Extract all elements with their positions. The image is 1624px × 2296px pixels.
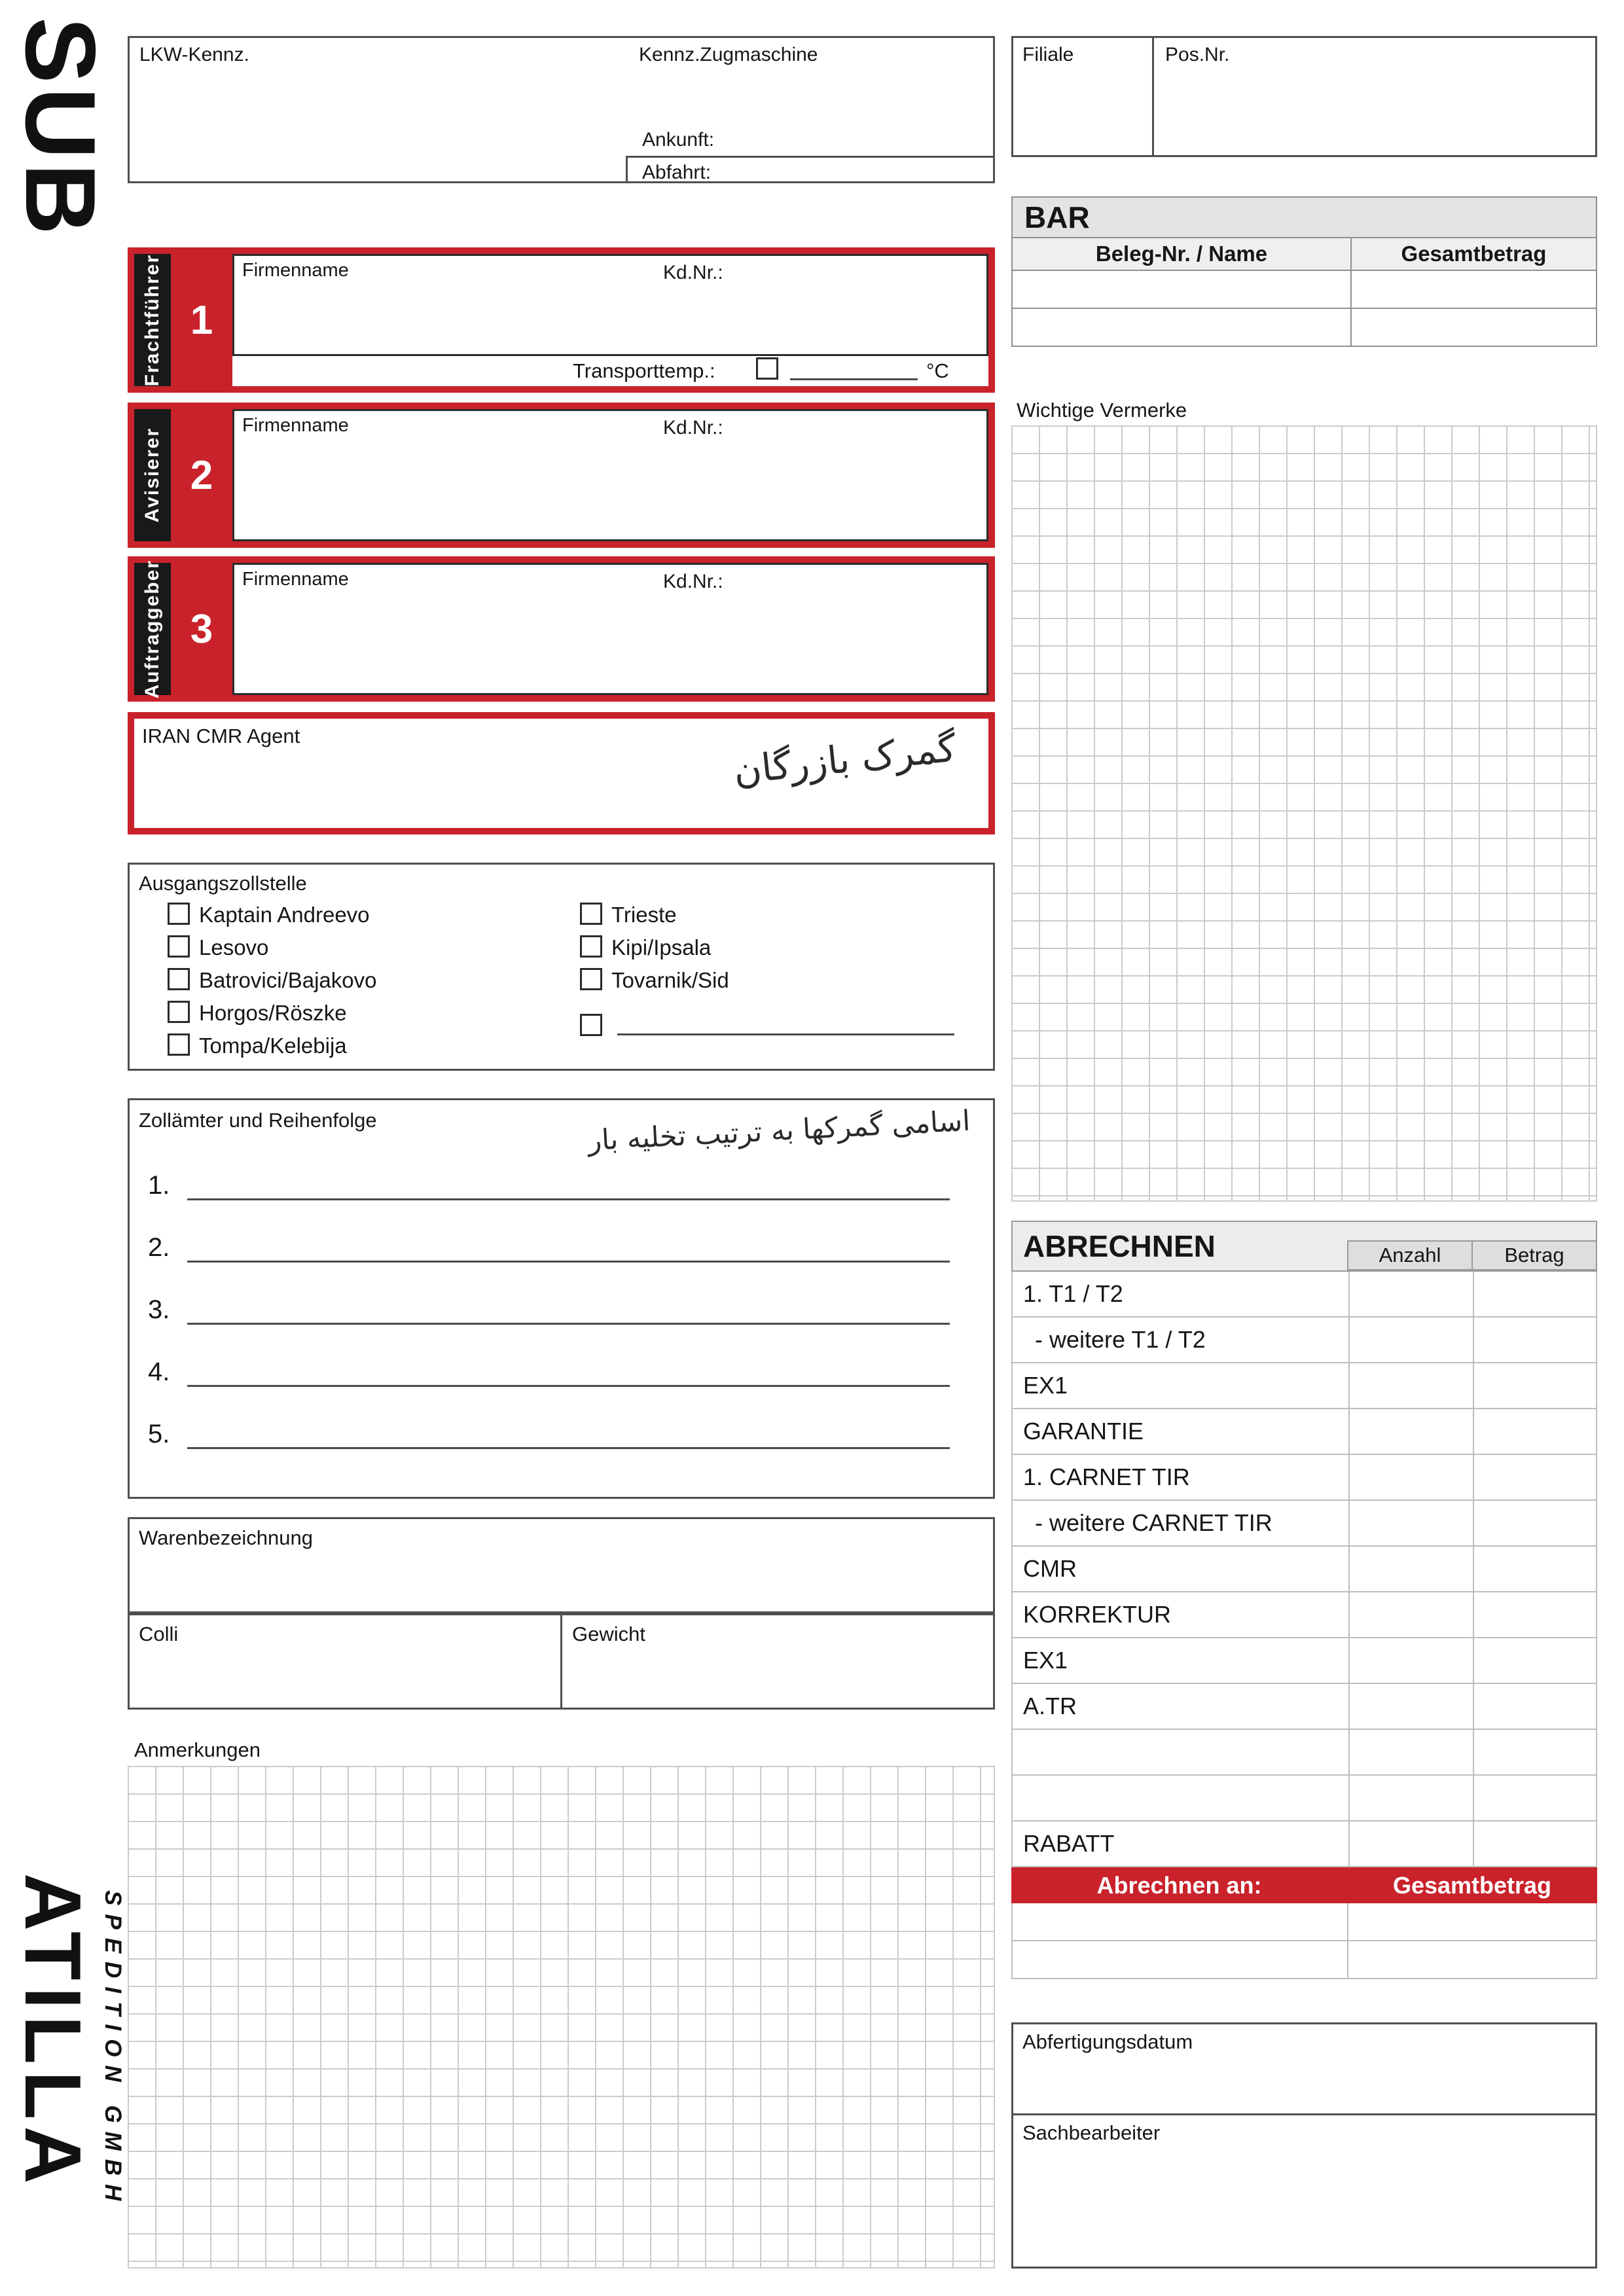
line-number: 4.	[148, 1357, 170, 1386]
option-label: Tovarnik/Sid	[611, 968, 729, 992]
abrechnen-row	[1011, 1501, 1597, 1547]
avisierer-role-label: Avisierer	[141, 427, 163, 523]
ankunft-label: Ankunft:	[642, 129, 715, 151]
zollaemter-handwriting: اسامی گمرکها به ترتیب تخلیه بار	[587, 1104, 971, 1158]
vermerke-grid[interactable]	[1011, 425, 1597, 1202]
abrechnen-row	[1011, 1409, 1597, 1455]
frachtfuehrer-firmenname-field[interactable]	[232, 254, 988, 356]
anzahl-cell[interactable]	[1348, 1318, 1473, 1362]
abrechnen-row	[1011, 1455, 1597, 1501]
party-auftraggeber	[128, 556, 995, 702]
betrag-header: Betrag	[1471, 1240, 1597, 1270]
sachbearbeiter-box[interactable]	[1011, 2113, 1597, 2269]
wichtige-vermerke-label: Wichtige Vermerke	[1017, 399, 1187, 422]
lkw-kennz-label: LKW-Kennz.	[139, 44, 249, 65]
checkbox-kaptain-andreevo[interactable]	[168, 903, 190, 925]
zollamt-line-4[interactable]	[187, 1385, 950, 1387]
warenbezeichnung-box[interactable]	[128, 1517, 995, 1613]
abrechnen-an-cell[interactable]	[1013, 1903, 1348, 1940]
betrag-cell[interactable]	[1473, 1776, 1597, 1820]
sub-logo: SUB	[5, 17, 116, 239]
zollamt-line-2[interactable]	[187, 1261, 950, 1263]
colli-label: Colli	[139, 1623, 179, 1645]
gesamtbetrag-footer-label: Gesamtbetrag	[1392, 1871, 1552, 1899]
bar-header-row	[1013, 237, 1596, 270]
anzahl-cell[interactable]	[1348, 1730, 1473, 1774]
kdnr-label: Kd.Nr.:	[663, 571, 723, 592]
abrechnen-row-label: GARANTIE	[1023, 1418, 1144, 1444]
betrag-cell[interactable]	[1473, 1272, 1597, 1316]
betrag-cell[interactable]	[1473, 1501, 1597, 1545]
celsius-label: °C	[926, 359, 949, 382]
abrechnen-sub-row	[1011, 1903, 1597, 1941]
betrag-cell[interactable]	[1473, 1318, 1597, 1362]
anzahl-cell[interactable]	[1348, 1455, 1473, 1499]
abrechnen-row-label	[1013, 1730, 1348, 1774]
abrechnen-title: ABRECHNEN	[1023, 1229, 1216, 1263]
anmerkungen-grid[interactable]	[128, 1766, 995, 2269]
abrechnen-header	[1011, 1221, 1597, 1272]
checkbox-other-zollstelle[interactable]	[580, 1014, 602, 1036]
abfertigungsdatum-box[interactable]	[1011, 2022, 1597, 2115]
abrechnen-row-label: EX1	[1023, 1372, 1068, 1399]
abrechnen-row	[1011, 1363, 1597, 1409]
abrechnen-row	[1011, 1318, 1597, 1363]
bar-row	[1013, 308, 1596, 346]
abrechnen-sub-row	[1011, 1941, 1597, 1979]
abrechnen-row	[1011, 1638, 1597, 1684]
anzahl-cell[interactable]	[1348, 1684, 1473, 1729]
party-avisierer	[128, 403, 995, 548]
abrechnen-row-label: 1. CARNET TIR	[1023, 1463, 1190, 1490]
colli-field[interactable]	[130, 1615, 560, 1708]
betrag-cell[interactable]	[1473, 1409, 1597, 1454]
auftraggeber-firmenname-field[interactable]	[232, 563, 988, 695]
transporttemp-line[interactable]	[790, 378, 918, 380]
abrechnen-row	[1011, 1547, 1597, 1592]
anzahl-cell[interactable]	[1348, 1547, 1473, 1591]
line-number: 2.	[148, 1233, 170, 1262]
anzahl-cell[interactable]	[1348, 1821, 1473, 1866]
abfahrt-label: Abfahrt:	[642, 162, 712, 183]
abrechnen-row-label	[1013, 1776, 1348, 1820]
firmenname-label: Firmenname	[242, 260, 349, 281]
option-label: Horgos/Röszke	[199, 1001, 347, 1025]
checkbox-batrovici-bajakovo[interactable]	[168, 968, 190, 990]
atilla-logo: ATILLA	[9, 1873, 98, 2191]
betrag-cell[interactable]	[1473, 1821, 1597, 1866]
party-role-strip	[134, 559, 171, 699]
checkbox-trieste[interactable]	[580, 903, 602, 925]
abrechnen-row	[1011, 1821, 1597, 1867]
kdnr-label: Kd.Nr.:	[663, 262, 723, 283]
pos-nr-label: Pos.Nr.	[1165, 44, 1230, 65]
bar-beleg-cell[interactable]	[1013, 309, 1352, 346]
auftraggeber-role-label: Auftraggeber	[141, 559, 163, 699]
ausgangszollstelle-box	[128, 863, 995, 1071]
party-frachtfuehrer	[128, 247, 995, 393]
bar-section	[1011, 196, 1597, 347]
beleg-nr-name-header: Beleg-Nr. / Name	[1013, 238, 1352, 270]
abrechnen-footer	[1011, 1867, 1597, 1903]
abrechnen-row-label: - weitere CARNET TIR	[1035, 1509, 1272, 1536]
option-label: Kipi/Ipsala	[611, 935, 712, 960]
party-number-3: 3	[171, 563, 232, 695]
betrag-cell[interactable]	[1473, 1730, 1597, 1774]
transporttemp-checkbox[interactable]	[756, 357, 778, 380]
option-label: Batrovici/Bajakovo	[199, 968, 377, 992]
zollamt-line-3[interactable]	[187, 1323, 950, 1325]
checkbox-tompa-kelebija[interactable]	[168, 1033, 190, 1056]
firmenname-label: Firmenname	[242, 569, 349, 590]
party-role-strip	[134, 409, 171, 541]
anzahl-cell[interactable]	[1348, 1776, 1473, 1820]
option-label: Trieste	[611, 903, 677, 927]
spedition-gmbh-logo: SPEDITION GMBH	[100, 1890, 126, 2210]
line-number: 5.	[148, 1420, 170, 1448]
abrechnen-an-cell[interactable]	[1013, 1941, 1348, 1978]
gewicht-label: Gewicht	[572, 1623, 645, 1645]
checkbox-kipi-ipsala[interactable]	[580, 935, 602, 958]
line-number: 3.	[148, 1295, 170, 1324]
betrag-cell[interactable]	[1473, 1638, 1597, 1683]
option-label: Kaptain Andreevo	[199, 903, 370, 927]
abrechnen-row	[1011, 1592, 1597, 1638]
party-number-1: 1	[171, 254, 232, 386]
gesamtbetrag-cell[interactable]	[1348, 1941, 1597, 1978]
anzahl-header: Anzahl	[1347, 1240, 1473, 1270]
checkbox-lesovo[interactable]	[168, 935, 190, 958]
anzahl-cell[interactable]	[1348, 1409, 1473, 1454]
abrechnen-row-label: KORREKTUR	[1023, 1601, 1172, 1628]
bar-beleg-cell[interactable]	[1013, 271, 1352, 308]
anzahl-cell[interactable]	[1348, 1272, 1473, 1316]
betrag-cell[interactable]	[1473, 1363, 1597, 1408]
bar-row	[1013, 270, 1596, 308]
anzahl-cell[interactable]	[1348, 1638, 1473, 1683]
abrechnen-row-label: RABATT	[1023, 1830, 1115, 1857]
transporttemp-row	[232, 352, 988, 386]
filiale-label: Filiale	[1022, 44, 1074, 65]
line-number: 1.	[148, 1171, 170, 1200]
betrag-cell[interactable]	[1473, 1547, 1597, 1591]
betrag-cell[interactable]	[1473, 1592, 1597, 1637]
anmerkungen-label: Anmerkungen	[134, 1738, 261, 1761]
abrechnen-an-label: Abrechnen an:	[1096, 1871, 1262, 1899]
party-role-strip	[134, 254, 171, 386]
abfertigungsdatum-label: Abfertigungsdatum	[1022, 2030, 1193, 2053]
abrechnen-row-label: CMR	[1023, 1555, 1077, 1582]
abrechnen-row-label: EX1	[1023, 1647, 1068, 1674]
other-zollstelle-line[interactable]	[617, 1033, 954, 1035]
betrag-cell[interactable]	[1473, 1684, 1597, 1729]
sachbearbeiter-label: Sachbearbeiter	[1022, 2121, 1161, 2144]
anzahl-cell[interactable]	[1348, 1592, 1473, 1637]
bar-betrag-cell[interactable]	[1352, 309, 1596, 346]
gesamtbetrag-header: Gesamtbetrag	[1401, 242, 1547, 266]
iran-cmr-agent-label: IRAN CMR Agent	[142, 725, 300, 747]
ausgangszollstelle-label: Ausgangszollstelle	[139, 872, 307, 895]
filiale-divider	[1152, 38, 1154, 155]
abrechnen-row-label: - weitere T1 / T2	[1035, 1326, 1206, 1353]
iran-cmr-agent-box[interactable]	[128, 712, 995, 834]
colli-gewicht-box	[128, 1613, 995, 1710]
anzahl-cell[interactable]	[1348, 1363, 1473, 1408]
transporttemp-label: Transporttemp.:	[573, 359, 715, 382]
filiale-posnr-box[interactable]	[1011, 36, 1597, 157]
anzahl-cell[interactable]	[1348, 1501, 1473, 1545]
betrag-cell[interactable]	[1473, 1455, 1597, 1499]
option-label: Tompa/Kelebija	[199, 1033, 347, 1058]
abrechnen-row	[1011, 1684, 1597, 1730]
abrechnen-row-label: 1. T1 / T2	[1023, 1280, 1123, 1307]
abrechnen-section	[1011, 1221, 1597, 1979]
zollamt-line-5[interactable]	[187, 1447, 950, 1449]
kdnr-label: Kd.Nr.:	[663, 417, 723, 439]
gewicht-field[interactable]	[562, 1615, 993, 1708]
zollamt-line-1[interactable]	[187, 1198, 950, 1200]
abrechnen-row	[1011, 1272, 1597, 1318]
zollaemter-box	[128, 1098, 995, 1499]
warenbezeichnung-label: Warenbezeichnung	[139, 1526, 313, 1549]
checkbox-tovarnik-sid[interactable]	[580, 968, 602, 990]
avisierer-firmenname-field[interactable]	[232, 409, 988, 541]
bar-betrag-cell[interactable]	[1352, 271, 1596, 308]
vehicle-box[interactable]	[128, 36, 995, 183]
bar-title: BAR	[1013, 198, 1596, 237]
checkbox-horgos-roeszke[interactable]	[168, 1001, 190, 1023]
firmenname-label: Firmenname	[242, 415, 349, 436]
iran-agent-handwriting: گمرک بازرگان	[731, 725, 958, 793]
frachtfuehrer-role-label: Frachtführer	[141, 253, 163, 387]
abrechnen-row-label: A.TR	[1023, 1693, 1077, 1719]
gesamtbetrag-cell[interactable]	[1348, 1903, 1597, 1940]
abrechnen-row	[1011, 1730, 1597, 1776]
party-number-2: 2	[171, 409, 232, 541]
zollaemter-label: Zollämter und Reihenfolge	[139, 1109, 377, 1132]
abrechnen-row	[1011, 1776, 1597, 1821]
kennz-zugmaschine-label: Kennz.Zugmaschine	[639, 44, 818, 65]
option-label: Lesovo	[199, 935, 269, 960]
